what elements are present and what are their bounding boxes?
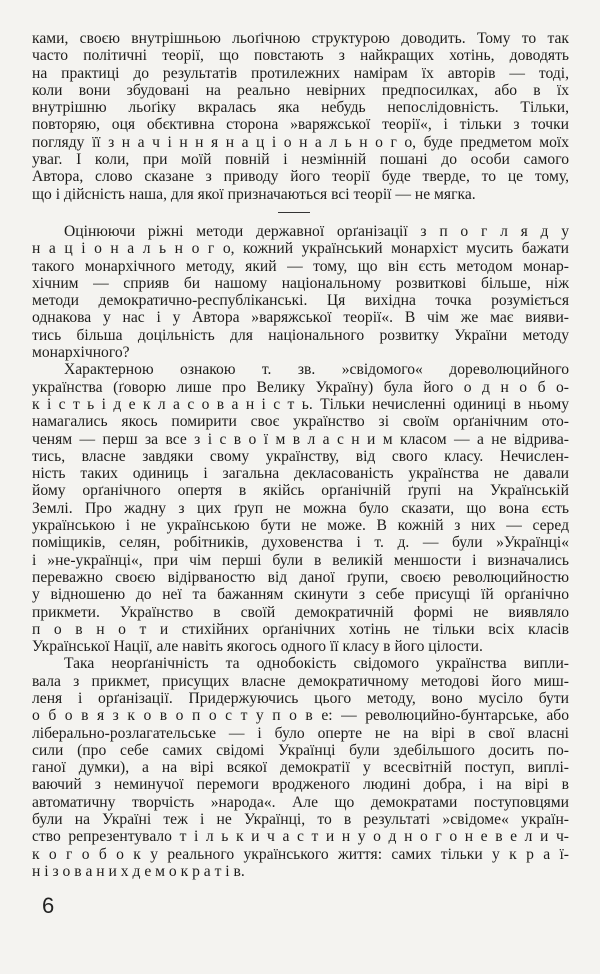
text-line: намагались якось помирити своє українство зі своїм орґанічним ото- (32, 413, 569, 431)
section-separator (32, 203, 569, 223)
text-line: були на Україні теж і не Українці, то в результаті »свідоме« україн- (32, 811, 569, 829)
text-line: однакова у нас і у Автора »варяжської теорії«. В чім же має вияви- (32, 309, 569, 327)
text-line: ність таких одиниць і загальна декласованість українства не давали (32, 465, 569, 483)
text-line: хічним — сприяв би нашому національному розвиткові більше, ніж (32, 274, 569, 292)
text-line: поміщиків, селян, робітників, духовенства і т. д. — були »Українці« (32, 534, 569, 552)
text-line: українською і не українською бути не може. В кожній з них — серед (32, 517, 569, 535)
document-page (32, 30, 569, 880)
paragraph (32, 223, 569, 361)
text-line: і »не-українці«, при чім перші були в великій меншости і визначались (32, 551, 569, 569)
text-line: Характерною ознакою т. зв. »свідомого« дореволюцийного (64, 361, 569, 379)
paragraph (32, 361, 569, 655)
paragraph (32, 655, 569, 880)
text-line: у відношеню до неї та бажанням скинути з себе присущі їй орґанічно (32, 586, 569, 604)
text-line: ганої думки), а на вірі всякої демократії у всесвітній поступ, виплі- (32, 759, 569, 777)
text-line: переважно своєю відірваностю від даної ґрупи, своєю революцийностю (32, 568, 569, 586)
page-number: 6 (42, 893, 55, 918)
text-line: ченям — перш за все з і с в о ї м в л а с н и м класом — а не відрива- (32, 430, 569, 448)
text-line: такого монархічного методу, який — тому, що він єсть методом монар- (32, 257, 569, 275)
text-line: погляду її з н а ч і н н я н а ц і о н а л ь н о г о, буде предметом моїх (32, 133, 569, 151)
text-line: що і дійсність наша, для якої призначаються всі теорії — не мягка. (32, 185, 476, 203)
text-line: часто політичні теорії, що повстають з найкращих хотінь, доводять (32, 47, 569, 65)
text-line: уваг. І коли, при моїй повній і незмінній пошані до особи самого (32, 151, 569, 169)
text-line: к о г о б о к у реального українського життя: самих тільки у к р а ї- (32, 845, 569, 863)
text-line: автоматичну творчість »народа«. Але що демократами поступовцями (32, 793, 569, 811)
text-line: прикмети. Українство в своїй демократичній формі не виявляло (32, 603, 569, 621)
text-line: ваючий з неминучої перемоги вродженого людині добра, і на вірі в (32, 776, 569, 794)
text-line: методи демократично-республіканські. Ця вихідна точка розуміється (32, 292, 569, 310)
text-line: о б о в я з к о в о п о с т у п о в е: — революцийно-бунтарське, або (32, 707, 569, 725)
text-line: на практиці до результатів протилежних намірам їх авторів — тоді, (32, 64, 569, 82)
text-line: Така неорґанічність та однобокість свідомого українства випли- (64, 655, 569, 673)
text-line: повторяю, оця обєктивна сторона »варяжської теорії«, і тільки з точки (32, 116, 569, 134)
text-line: п о в н о т и стихійних орґанічних хотінь не тільки всіх класів (32, 620, 569, 638)
text-line: монархічного? (32, 344, 130, 362)
text-line: Оцінюючи ріжні методи державної орґанізації з п о г л я д у (64, 222, 569, 240)
text-line: Української Нації, але навіть якогось одного її класу в його цілости. (32, 638, 483, 656)
text-line: Автора, слово сказане з приводу його теорії буде тверде, то це тому, (32, 168, 569, 186)
text-line: вала з прикмет, присущих власне демократичному методові його миш- (32, 672, 569, 690)
text-line: н і з о в а н и х д е м о к р а т і в. (32, 862, 245, 880)
text-line: йому орґанічного опертя в якійсь орґанічній ґрупі на Українській (32, 482, 569, 500)
text-line: ліберально-розлагательське — і було оперте не на вірі в свої власні (32, 724, 569, 742)
text-line: ками, своєю внутрішньою льоґічною структурою доводить. Тому то так (32, 30, 569, 47)
text-line: сили (про себе самих свідомі Українці були здебільшого досить по- (32, 741, 569, 759)
paragraph (32, 30, 569, 203)
text-line: ство репрезентувало т і л ь к и ч а с т и н у о д н о г о н е в е л и ч- (32, 828, 569, 846)
text-line: коли вони збудовані на реально невірних предпосилках, або в їх (32, 81, 569, 99)
text-line: леня і орґанізації. Придержуючись цього методу, воно мусіло бути (32, 689, 569, 707)
text-line: тись, власне завдяки свому українству, від свого класу. Нечислен- (32, 447, 569, 465)
text-line: к і с т ь і д е к л а с о в а н і с т ь. Тільки нечисленні одиниці в ньому (32, 395, 569, 413)
text-line: тись більша доцільність для національного розвитку України методу (32, 326, 569, 344)
text-line: Землі. Про жадну з цих ґруп не можна було сказати, що вона єсть (32, 499, 569, 517)
text-line: українства (ґоворю лише про Велику Україну) була його о д н о б о- (32, 378, 569, 396)
text-line: внутрішню льоґіку вкралась яка небудь непослідовність. Тільки, (32, 99, 569, 117)
text-line: н а ц і о н а л ь н о г о, кожний український монархіст мусить бажати (32, 240, 569, 258)
